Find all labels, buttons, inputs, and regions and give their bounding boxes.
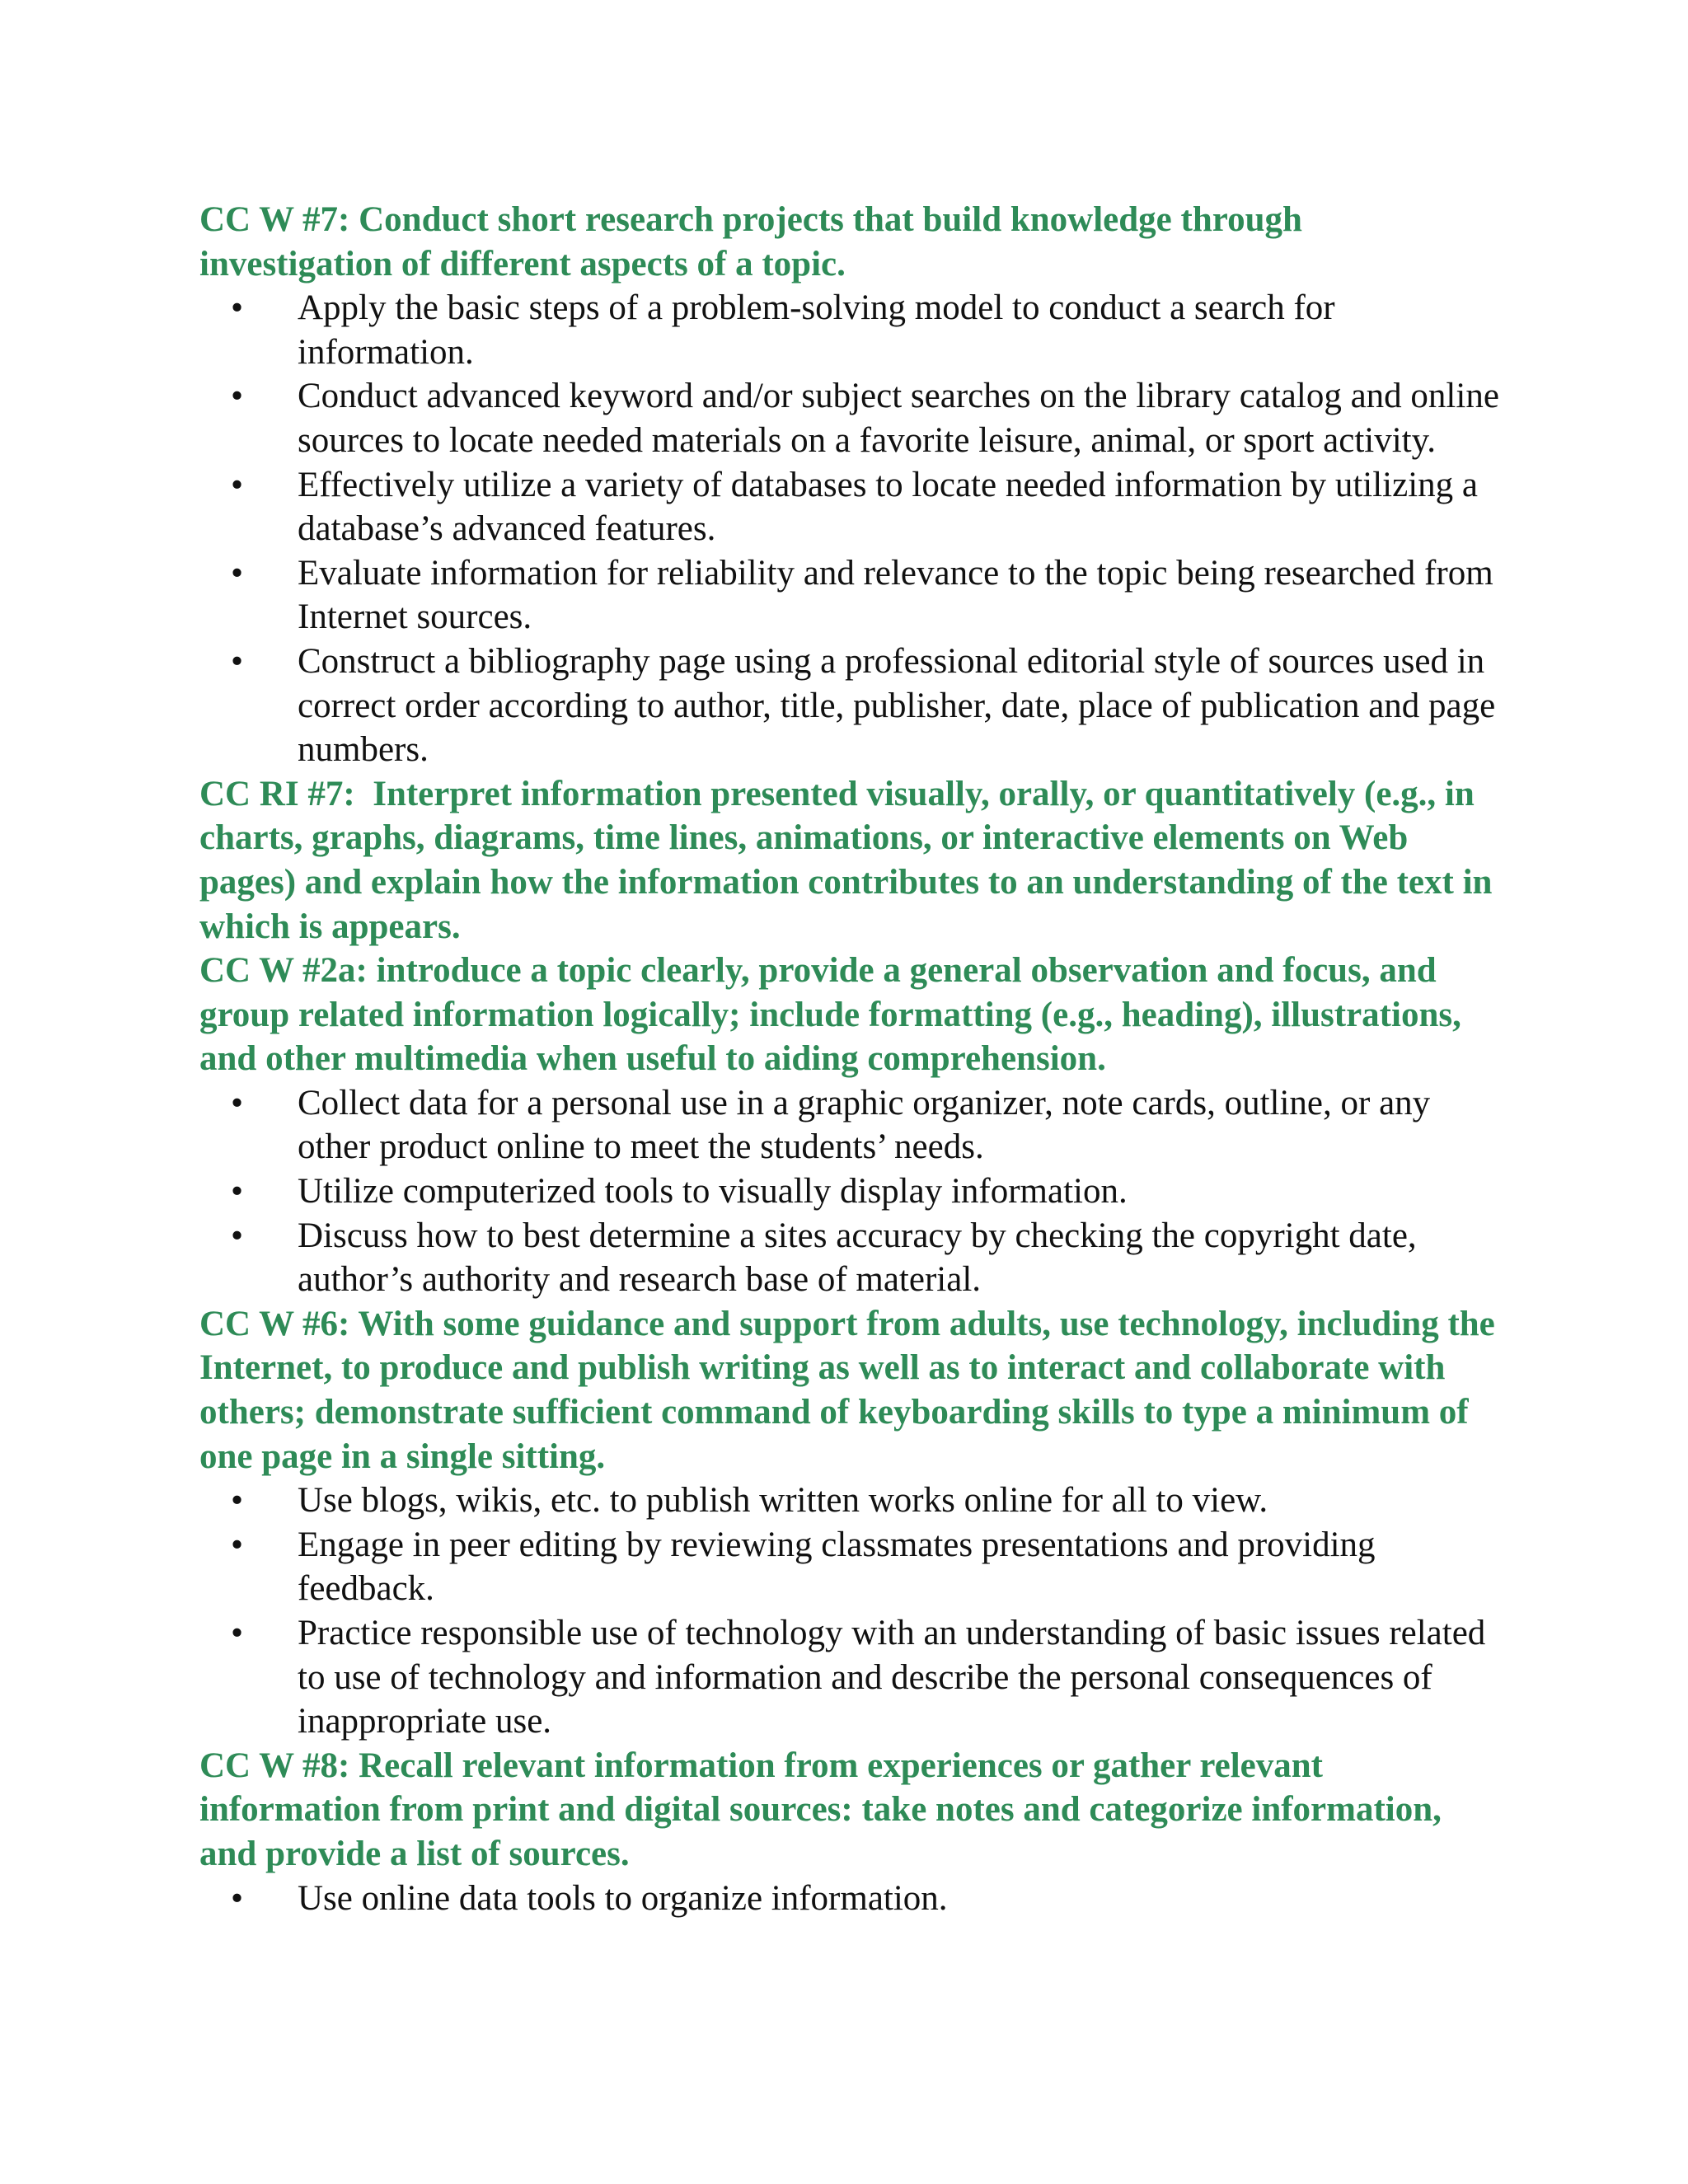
list-item [199, 463, 1502, 551]
standard-heading: CC W #2a: introduce a topic clearly, provide a general observation and focus, and group related information logically; include formatting (e.g., heading), illustrations, and other multimedia when useful to aiding comprehension. [199, 951, 1470, 1079]
bullet-icon: • [231, 641, 244, 681]
list-item-text: Construct a bibliography page using a professional editorial style of sources used in correct order according to author, title, publisher, date, place of publication and page numbers. [298, 641, 1496, 770]
bullet-icon: • [231, 1614, 244, 1652]
list-item-text: Conduct advanced keyword and/or subject searches on the library catalog and online sources to locate needed materials on a favorite leisure, animal, or sport activity. [298, 377, 1499, 460]
section-cc-w-7 [199, 198, 1502, 772]
bullet-icon: • [231, 1481, 244, 1521]
list-item [199, 374, 1502, 462]
document-page [199, 198, 1502, 1920]
section-cc-ri-7 [199, 772, 1502, 949]
bullet-list [199, 1479, 1502, 1744]
list-item [199, 286, 1502, 374]
list-item [199, 1214, 1502, 1302]
bullet-list [199, 286, 1502, 772]
list-item [199, 551, 1502, 640]
list-item [199, 1479, 1502, 1523]
standard-heading: CC W #7: Conduct short research projects that build knowledge through investigation of different aspects of a topic. [199, 200, 1311, 284]
section-cc-w-6 [199, 1302, 1502, 1744]
standard-heading: CC W #6: With some guidance and support from adults, use technology, including the Internet, to produce and publish writing as well as to interact and collaborate with others; demonstrate sufficient command of keyboarding skills to type a minimum of one page in a single sitting. [199, 1304, 1504, 1476]
bullet-icon: • [231, 1172, 244, 1212]
list-item [199, 1081, 1502, 1169]
list-item-text: Use online data tools to organize information. [298, 1878, 948, 1918]
list-item-text: Discuss how to best determine a sites accuracy by checking the copyright date, author’s authority and research base of material. [298, 1216, 1417, 1300]
bullet-icon: • [231, 553, 244, 593]
bullet-list [199, 1877, 1502, 1921]
bullet-icon: • [231, 288, 244, 328]
list-item-text: Collect data for a personal use in a graphic organizer, note cards, outline, or any other product online to meet the students’ needs. [298, 1083, 1431, 1167]
list-item-text: Practice responsible use of technology with an understanding of basic issues related to use of technology and information and describe the personal consequences of inappropriate use. [298, 1614, 1486, 1741]
list-item-text: Effectively utilize a variety of databases to locate needed information by utilizing a database’s advanced features. [298, 465, 1478, 549]
bullet-icon: • [231, 1878, 244, 1918]
list-item-text: Use blogs, wikis, etc. to publish written works online for all to view. [298, 1481, 1268, 1521]
list-item-text: Evaluate information for reliability and relevance to the topic being researched from Internet sources. [298, 553, 1493, 637]
bullet-icon: • [231, 377, 244, 416]
section-cc-w-2a [199, 949, 1502, 1302]
list-item [199, 1169, 1502, 1214]
list-item [199, 1877, 1502, 1921]
list-item-text: Apply the basic steps of a problem-solving model to conduct a search for information. [298, 288, 1335, 372]
standard-heading: CC W #8: Recall relevant information from experiences or gather relevant information from print and digital sources: take notes and categorize information, and provide a list of sources. [199, 1746, 1451, 1873]
bullet-list [199, 1081, 1502, 1302]
list-item [199, 1611, 1502, 1744]
list-item-text: Engage in peer editing by reviewing classmates presentations and providing feedback. [298, 1525, 1376, 1609]
standard-heading: CC RI #7: Interpret information presented visually, orally, or quantitatively (e.g., in charts, graphs, diagrams, time lines, animations, or interactive elements on Web pages) and explain how the information contributes to an understanding of the text in which is appears. [199, 774, 1502, 946]
bullet-icon: • [231, 1216, 244, 1255]
bullet-icon: • [231, 465, 244, 504]
list-item [199, 1523, 1502, 1611]
list-item-text: Utilize computerized tools to visually display information. [298, 1172, 1128, 1212]
section-cc-w-8 [199, 1744, 1502, 1920]
bullet-icon: • [231, 1083, 244, 1122]
list-item [199, 640, 1502, 772]
bullet-icon: • [231, 1525, 244, 1564]
